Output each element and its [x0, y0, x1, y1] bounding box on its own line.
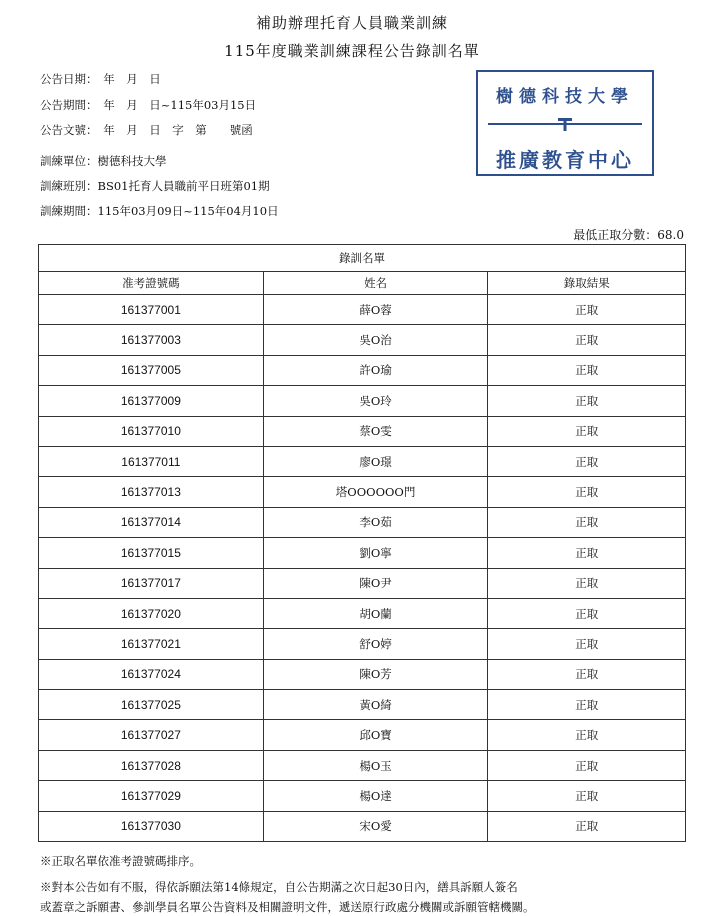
table-row — [39, 538, 686, 568]
header-name: 姓名 — [263, 272, 488, 295]
cell-name: 陳O尹 — [263, 568, 488, 598]
table-row — [39, 355, 686, 385]
table-row — [39, 781, 686, 811]
cell-result: 正取 — [488, 811, 686, 841]
table-row — [39, 720, 686, 750]
cell-exam-number: 161377029 — [39, 781, 264, 811]
announce-period: 公告期間： 年 月 日~115年03月15日 — [40, 98, 257, 112]
cell-result: 正取 — [488, 295, 686, 325]
table-row — [39, 446, 686, 476]
note-sort-order: ※正取名單依准考證號碼排序。 — [40, 854, 201, 868]
training-unit: 訓練單位：樹德科技大學 — [40, 154, 167, 168]
training-period: 訓練期間：115年03月09日~115年04月10日 — [40, 204, 279, 218]
cell-result: 正取 — [488, 720, 686, 750]
table-row — [39, 690, 686, 720]
cell-exam-number: 161377020 — [39, 598, 264, 628]
min-score: 最低正取分數：68.0 — [573, 228, 684, 242]
cell-name: 邱O寶 — [263, 720, 488, 750]
cell-exam-number: 161377009 — [39, 386, 264, 416]
seal-line-1: 樹德科技大學 — [496, 87, 634, 107]
cell-name: 吳O玲 — [263, 386, 488, 416]
cell-result: 正取 — [488, 781, 686, 811]
table-row — [39, 295, 686, 325]
seal-emblem-icon — [556, 115, 574, 133]
cell-name: 黃O綺 — [263, 690, 488, 720]
cell-exam-number: 161377017 — [39, 568, 264, 598]
cell-exam-number: 161377028 — [39, 750, 264, 780]
cell-exam-number: 161377013 — [39, 477, 264, 507]
table-row — [39, 598, 686, 628]
cell-name: 宋O愛 — [263, 811, 488, 841]
header-result: 錄取結果 — [488, 272, 686, 295]
announce-doc-number: 公告文號： 年 月 日 字 第 號函 — [40, 123, 253, 137]
note-appeal-line-1: ※對本公告如有不服，得依訴願法第14條規定，自公告期滿之次日起30日內，繕具訴願人簽名 — [40, 880, 518, 894]
cell-exam-number: 161377011 — [39, 446, 264, 476]
cell-result: 正取 — [488, 325, 686, 355]
cell-result: 正取 — [488, 416, 686, 446]
cell-result: 正取 — [488, 659, 686, 689]
table-row — [39, 325, 686, 355]
announce-date: 公告日期： 年 月 日 — [40, 72, 161, 86]
document-subtitle: 115年度職業訓練課程公告錄訓名單 — [224, 42, 480, 60]
cell-name: 劉O寧 — [263, 538, 488, 568]
cell-result: 正取 — [488, 568, 686, 598]
cell-name: 許O瑜 — [263, 355, 488, 385]
cell-name: 楊O達 — [263, 781, 488, 811]
cell-result: 正取 — [488, 446, 686, 476]
table-row — [39, 750, 686, 780]
cell-result: 正取 — [488, 629, 686, 659]
note-appeal-line-2: 或蓋章之訴願書、參訓學員名單公告資料及相關證明文件，遞送原行政處分機關或訴願管轄機關。 — [40, 900, 535, 914]
cell-name: 楊O玉 — [263, 750, 488, 780]
cell-exam-number: 161377025 — [39, 690, 264, 720]
cell-exam-number: 161377010 — [39, 416, 264, 446]
cell-exam-number: 161377030 — [39, 811, 264, 841]
table-row — [39, 416, 686, 446]
cell-result: 正取 — [488, 538, 686, 568]
cell-name: 胡O蘭 — [263, 598, 488, 628]
cell-name: 李O茹 — [263, 507, 488, 537]
table-row — [39, 568, 686, 598]
cell-exam-number: 161377005 — [39, 355, 264, 385]
cell-name: 陳O芳 — [263, 659, 488, 689]
table-caption: 錄訓名單 — [39, 245, 686, 272]
cell-result: 正取 — [488, 598, 686, 628]
cell-result: 正取 — [488, 386, 686, 416]
admission-table — [38, 244, 686, 842]
cell-exam-number: 161377015 — [39, 538, 264, 568]
document-title: 補助辦理托育人員職業訓練 — [255, 14, 448, 32]
cell-result: 正取 — [488, 690, 686, 720]
table-row — [39, 477, 686, 507]
table-row — [39, 811, 686, 841]
cell-name: 廖O璟 — [263, 446, 488, 476]
cell-name: 吳O治 — [263, 325, 488, 355]
cell-exam-number: 161377014 — [39, 507, 264, 537]
cell-exam-number: 161377003 — [39, 325, 264, 355]
cell-result: 正取 — [488, 477, 686, 507]
seal-line-2: 推廣教育中心 — [496, 148, 634, 172]
cell-name: 塔OOOOOO門 — [263, 477, 488, 507]
cell-exam-number: 161377024 — [39, 659, 264, 689]
cell-name: 薛O蓉 — [263, 295, 488, 325]
cell-name: 蔡O雯 — [263, 416, 488, 446]
cell-name: 舒O婷 — [263, 629, 488, 659]
table-row — [39, 386, 686, 416]
table-row — [39, 659, 686, 689]
header-exam-number: 准考證號碼 — [39, 272, 264, 295]
cell-exam-number: 161377027 — [39, 720, 264, 750]
cell-exam-number: 161377001 — [39, 295, 264, 325]
cell-exam-number: 161377021 — [39, 629, 264, 659]
table-row — [39, 507, 686, 537]
official-seal — [476, 70, 654, 176]
cell-result: 正取 — [488, 750, 686, 780]
cell-result: 正取 — [488, 355, 686, 385]
training-class: 訓練班別：BS01托育人員職前平日班第01期 — [40, 179, 270, 193]
table-row — [39, 629, 686, 659]
cell-result: 正取 — [488, 507, 686, 537]
